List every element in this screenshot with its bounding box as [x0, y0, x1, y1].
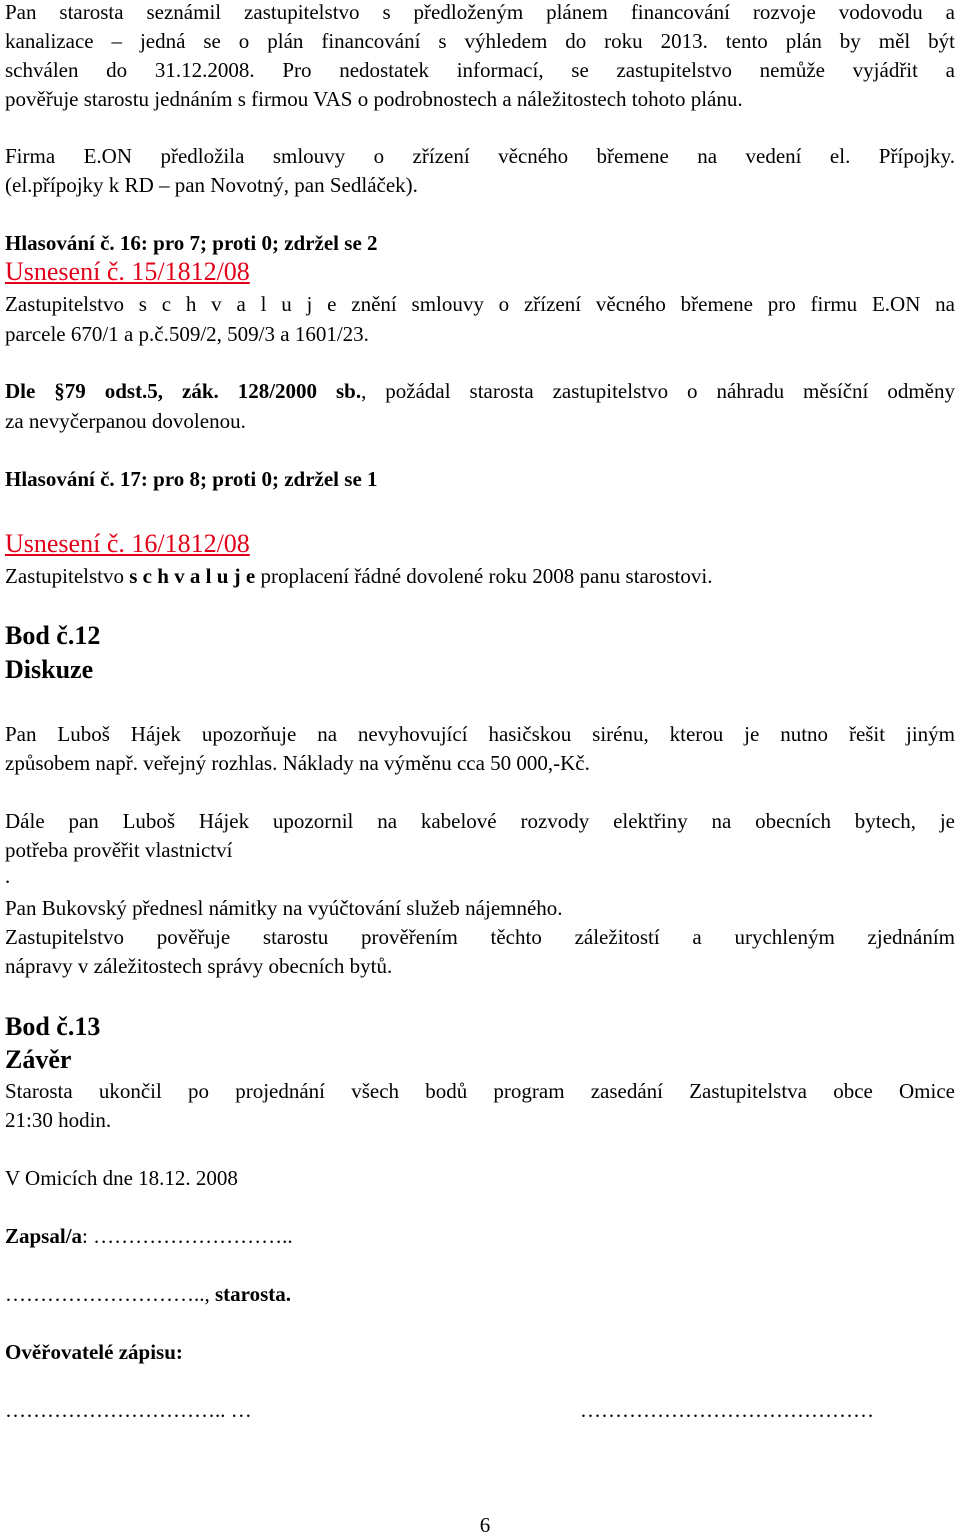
resolution-15-title: Usnesení č. 15/1812/08 — [5, 257, 250, 286]
item-13-line1: Starosta ukončil po projednání všech bodů program zasedání Zastupitelstva obce Omice — [5, 1079, 955, 1103]
item-12-p2-line3: . — [5, 864, 11, 888]
place-date: V Omicích dne 18.12. 2008 — [5, 1166, 238, 1190]
item-12-p2-line1: Dále pan Luboš Hájek upozornil na kabelové rozvody elektřiny na obecních bytech, je — [5, 809, 955, 833]
recorder-line — [5, 1222, 955, 1250]
vote-16: Hlasování č. 16: pro 7; proti 0; zdržel se 2 — [5, 231, 378, 255]
item-12-heading: Bod č.12 — [5, 621, 101, 650]
item-13-line2: 21:30 hodin. — [5, 1108, 112, 1132]
item-12-p2-line2: potřeba prověřit vlastnictví — [5, 838, 233, 862]
item-13-subheading: Závěr — [5, 1045, 72, 1074]
para1-line3: schválen do 31.12.2008. Pro nedostatek informací, se zastupitelstvo nemůže vyjádřit a — [5, 58, 955, 82]
para3-rest: , požádal starosta zastupitelstvo o náhradu měsíční odměny — [361, 379, 955, 403]
vote-17: Hlasování č. 17: pro 8; proti 0; zdržel se 1 — [5, 467, 378, 491]
resolution-16-verb: s c h v a l u j e — [129, 564, 256, 588]
recorder-signature-dots: : ……………………….. — [82, 1224, 293, 1248]
resolution-15-line2: parcele 670/1 a p.č.509/2, 509/3 a 1601/23. — [5, 322, 369, 346]
resolution-16-prefix: Zastupitelstvo — [5, 564, 130, 588]
item-12-p4-line2: nápravy v záležitostech správy obecních bytů. — [5, 954, 393, 978]
verifier-2-signature-dots: …………………………………… — [580, 1398, 874, 1422]
recorder-label: Zapsal/a — [5, 1224, 83, 1248]
document-page — [5, 0, 955, 1536]
item-12-p3-line1: Pan Bukovský přednesl námitky na vyúčtování služeb nájemného. — [5, 896, 563, 920]
resolution-16-rest: proplacení řádné dovolené roku 2008 panu starostovi. — [255, 564, 713, 588]
item-12-p1-line2: způsobem např. veřejný rozhlas. Náklady na výměnu cca 50 000,-Kč. — [5, 751, 590, 775]
page-number: 6 — [479, 1513, 491, 1537]
verifiers-label: Ověřovatelé zápisu: — [5, 1340, 183, 1364]
mayor-label: starosta. — [215, 1282, 292, 1306]
resolution-15-line1: Zastupitelstvo s c h v a l u j e znění smlouvy o zřízení věcného břemene pro firmu E.ON na — [5, 292, 955, 316]
verifier-1-signature-dots: ………………………….. … — [5, 1398, 252, 1422]
para1-line1: Pan starosta seznámil zastupitelstvo s předloženým plánem financování rozvoje vodovodu a — [5, 0, 955, 24]
para2-line1: Firma E.ON předložila smlouvy o zřízení věcného břemene na vedení el. Přípojky. — [5, 144, 955, 168]
mayor-signature-dots: ……………………….., — [5, 1282, 215, 1306]
mayor-line — [5, 1280, 955, 1308]
resolution-16-title: Usnesení č. 16/1812/08 — [5, 529, 250, 558]
legal-reference: Dle §79 odst.5, zák. 128/2000 sb. — [5, 379, 362, 403]
para1-line2: kanalizace – jedná se o plán financování s výhledem do roku 2013. tento plán by měl být — [5, 29, 955, 53]
item-12-p4-line1: Zastupitelstvo pověřuje starostu prověřením těchto záležitostí a urychleným zjednáním — [5, 925, 955, 949]
para3-line2: za nevyčerpanou dovolenou. — [5, 409, 246, 433]
item-13-heading: Bod č.13 — [5, 1012, 101, 1041]
para1-line4: pověřuje starostu jednáním s firmou VAS o podrobnostech a náležitostech tohoto plánu. — [5, 87, 743, 111]
item-12-subheading: Diskuze — [5, 655, 94, 684]
para2-line2: (el.přípojky k RD – pan Novotný, pan Sedláček). — [5, 173, 418, 197]
para3-line1 — [5, 377, 955, 405]
resolution-16-line1 — [5, 562, 955, 590]
item-12-p1-line1: Pan Luboš Hájek upozorňuje na nevyhovující hasičskou sirénu, kterou je nutno řešit jiným — [5, 722, 955, 746]
